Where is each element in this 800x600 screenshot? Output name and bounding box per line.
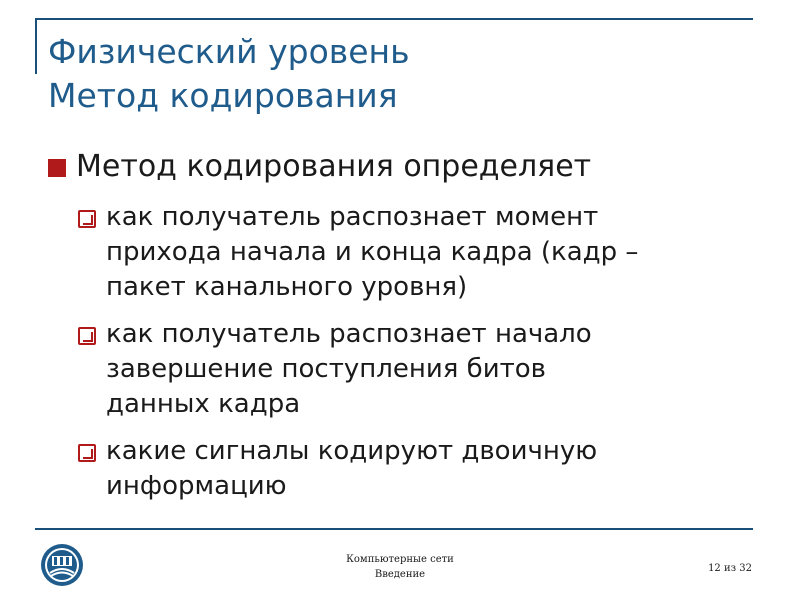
title-line-1: Физический уровень [48, 32, 410, 71]
page-number: 12 из 32 [708, 563, 752, 574]
sub-bullet-3-line-2: информацию [106, 471, 287, 501]
sub-bullet-1-line-3: пакет канального уровня) [106, 272, 468, 302]
left-frame-line [35, 18, 37, 74]
top-frame-line [35, 18, 753, 20]
title-line-2: Метод кодирования [48, 76, 398, 115]
sub-bullet-1-line-1: как получатель распознает момент [106, 202, 599, 232]
checkbox-bullet-icon [78, 444, 96, 462]
university-logo-icon [40, 543, 84, 587]
main-bullet-text: Метод кодирования определяет [76, 149, 592, 184]
sub-bullet-2-text [106, 317, 592, 422]
sub-bullet-3-line-1: какие сигналы кодируют двоичную [106, 436, 598, 466]
sub-bullet-3 [78, 434, 768, 504]
sub-bullet-3-text [106, 434, 597, 504]
checkbox-bullet-icon [78, 210, 96, 228]
checkbox-bullet-icon [78, 327, 96, 345]
sub-bullet-2-line-1: как получатель распознает начало [106, 319, 592, 349]
sub-bullet-2-line-2: завершение поступления битов [106, 354, 546, 384]
sub-bullet-1 [78, 200, 768, 305]
sub-bullet-2-line-3: данных кадра [106, 389, 301, 419]
sub-bullet-1-line-2: прихода начала и конца кадра (кадр – [106, 237, 639, 267]
sub-bullet-1-text [106, 200, 638, 305]
sub-bullet-2 [78, 317, 768, 422]
slide-title [48, 30, 410, 118]
footer-divider [35, 528, 753, 530]
footer-info [300, 552, 500, 582]
main-bullet [48, 146, 591, 188]
footer-section: Введение [374, 569, 426, 580]
square-bullet-icon [48, 159, 66, 177]
footer-course: Компьютерные сети [346, 554, 454, 565]
